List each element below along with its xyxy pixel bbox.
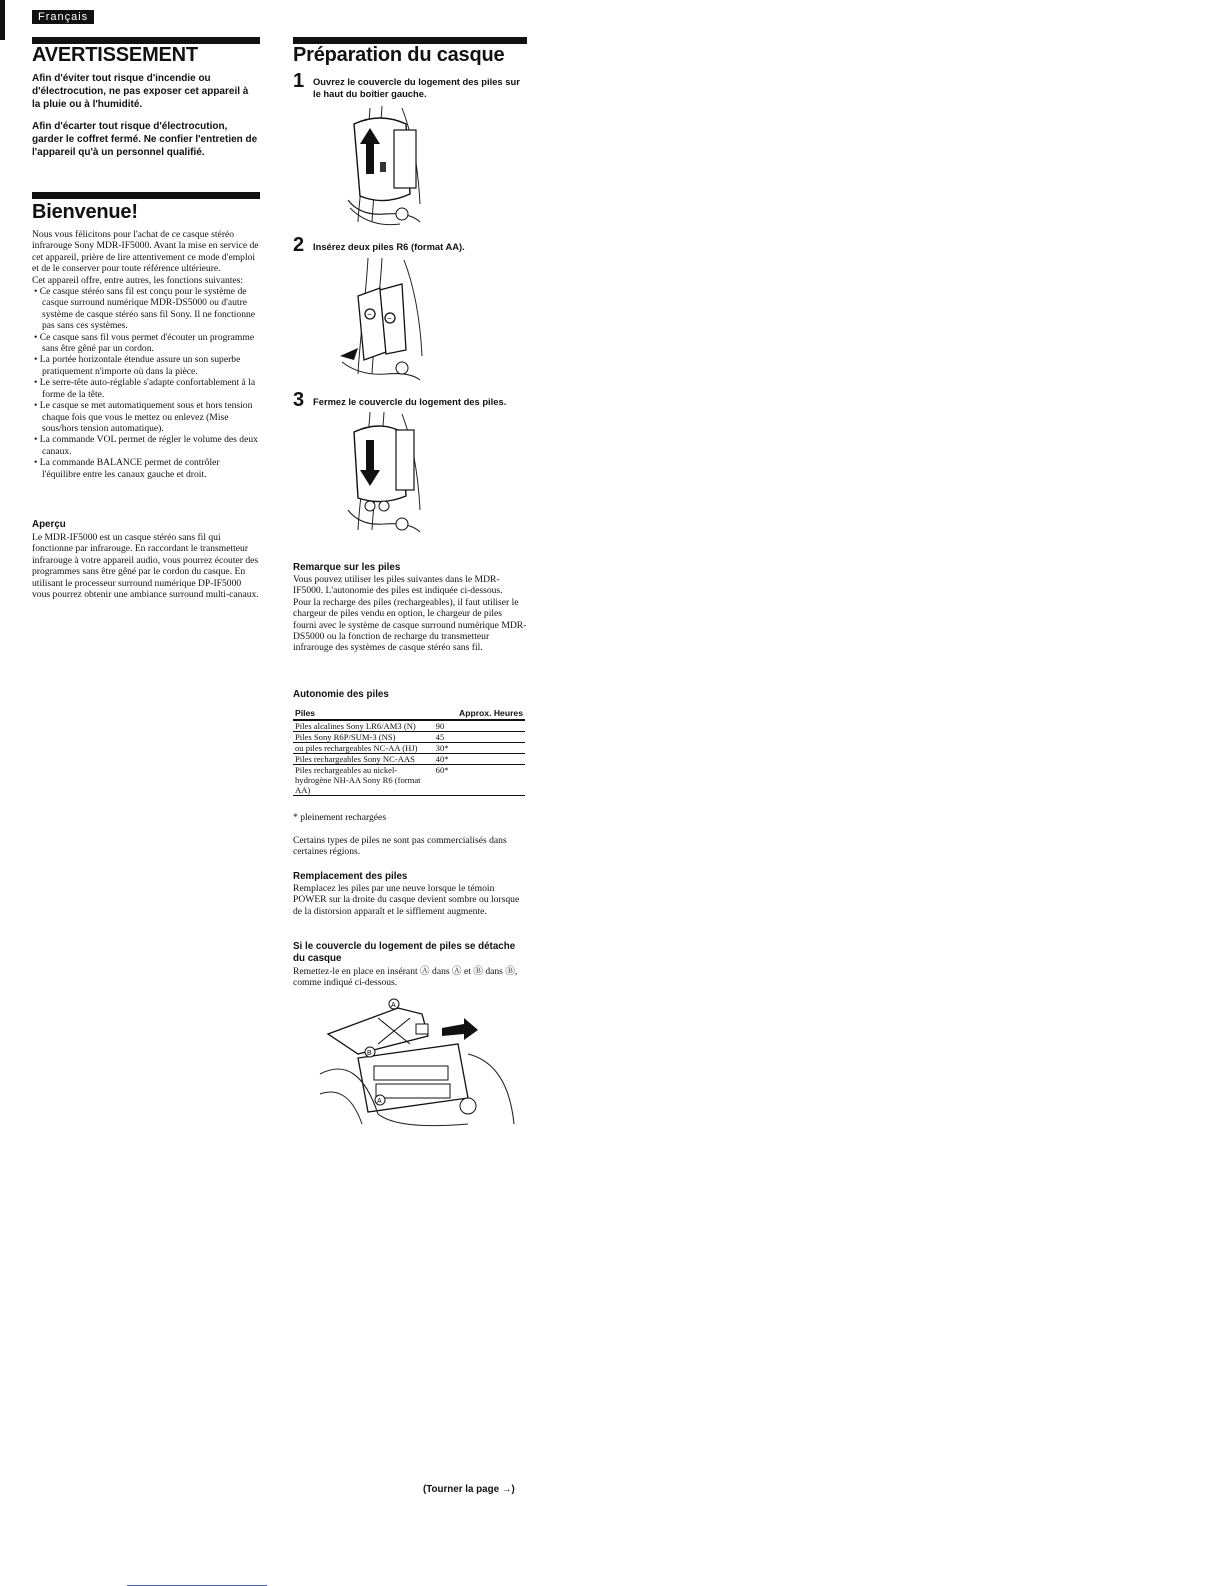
cover-title: Si le couvercle du logement de piles se détache du casque (293, 941, 516, 964)
section-rule (32, 192, 260, 199)
battery-note-title: Remarque sur les piles (293, 562, 401, 573)
list-item: • La commande BALANCE permet de contrôler l'équilibre entre les canaux gauche et droit. (32, 457, 260, 480)
table-row (293, 720, 525, 732)
autonomy-title: Autonomie des piles (293, 689, 389, 700)
warning-text-1: Afin d'éviter tout risque d'incendie ou d'électrocution, ne pas exposer cet appareil à la pluie ou à l'humidité. (32, 73, 249, 110)
hours-cell: 40* (434, 754, 525, 765)
close-cover-illustration (340, 410, 440, 540)
svg-text:−: − (387, 314, 392, 323)
battery-note-text: Vous pouvez utiliser les piles suivantes dans le MDR-IF5000. L'autonomie des piles est indiquée ci-dessous. (293, 574, 503, 597)
warning-text-2: Afin d'écarter tout risque d'électrocution, garder le coffret fermé. Ne confier l'entretien de l'appareil qu'à un personnel qualifié. (32, 121, 258, 158)
overview-text: Le MDR-IF5000 est un casque stéréo sans fil qui fonctionne par infrarouge. En raccordant le transmetteur infrarouge à votre appareil audio, vous pourrez écouter des programmes sans être gêné par le cordon du casque. En utilisant le processeur surround numérique DP-IF5000 vous pourrez obtenir une ambiance surround multi-canaux. (32, 532, 259, 601)
battery-cell: Piles alcalines Sony LR6/AM3 (N) (293, 720, 434, 732)
language-tab: Français (32, 10, 94, 24)
regions-note: Certains types de piles ne sont pas commercialisés dans certaines régions. (293, 835, 507, 858)
page-edge-mark (0, 0, 5, 40)
turn-page-note: (Tourner la page →) (423, 1484, 515, 1495)
features-list (32, 286, 260, 480)
column-header-hours: Approx. Heures (434, 707, 525, 720)
table-row (293, 743, 525, 754)
battery-cell: ou piles rechargeables NC-AA (HJ) (293, 743, 434, 754)
welcome-body (32, 229, 260, 480)
hours-cell: 30* (434, 743, 525, 754)
battery-cell: Piles rechargeables au nickel-hydrogène NH-AA Sony R6 (format AA) (293, 765, 434, 796)
hours-cell: 90 (434, 720, 525, 732)
section-rule (293, 37, 527, 44)
battery-note-body (293, 574, 527, 654)
replacement-text: Remplacez les piles par une neuve lorsque le témoin POWER sur la droite du casque devient sombre ou lorsque de la distorsion apparaît et le sifflement augmente. (293, 883, 520, 917)
step-text: Fermez le couvercle du logement des piles. (313, 396, 507, 407)
column-header-battery: Piles (293, 707, 434, 720)
section-rule (32, 37, 260, 44)
step-text: Ouvrez le couvercle du logement des piles sur le haut du boîtier gauche. (313, 76, 520, 99)
list-item: • La commande VOL permet de régler le volume des deux canaux. (32, 434, 260, 457)
svg-text:B: B (367, 1050, 372, 1057)
features-lead: Cet appareil offre, entre autres, les fonctions suivantes: (32, 274, 244, 286)
warning-title: AVERTISSEMENT (32, 44, 198, 66)
hours-cell: 60* (434, 765, 525, 796)
step-number: 2 (293, 234, 305, 256)
list-item: • Le serre-tête auto-réglable s'adapte confortablement à la forme de la tête. (32, 377, 260, 400)
svg-text:A: A (391, 1002, 396, 1009)
battery-recharge-text: Pour la recharge des piles (rechargeables), il faut utiliser le chargeur de piles vendu en option, le chargeur de piles fourni avec le système de casque surround numérique MDR-DS5000 ou la fonction de recharge du transmetteur infrarouge des systèmes de casque stéréo sans fil. (293, 596, 527, 654)
autonomy-table (293, 707, 525, 796)
open-cover-illustration (340, 104, 440, 232)
step-number: 1 (293, 70, 305, 92)
overview-title: Aperçu (32, 519, 66, 530)
list-item: • Ce casque stéréo sans fil est conçu pour le système de casque surround numérique MDR-DS5000 ou d'autre système de casque stéréo sans fil Sony. Il ne fonctionne pas sans ces systèmes. (32, 286, 260, 332)
cover-reattach-illustration (318, 994, 518, 1134)
preparation-title: Préparation du casque (293, 44, 505, 66)
list-item: • La portée horizontale étendue assure un son superbe pratiquement n'importe où dans la pièce. (32, 354, 260, 377)
cover-text: Remettez-le en place en insérant Ⓐ dans Ⓐ et Ⓑ dans Ⓑ, comme indiqué ci-dessous. (293, 966, 518, 989)
list-item: • Le casque se met automatiquement sous et hors tension chaque fois que vous le mettez ou enlevez (Mise sous/hors tension automatique). (32, 400, 260, 434)
table-row (293, 754, 525, 765)
list-item: • Ce casque sans fil vous permet d'écouter un programme sans être gêné par un cordon. (32, 332, 260, 355)
table-footnote: * pleinement rechargées (293, 812, 387, 823)
table-row (293, 732, 525, 743)
table-row (293, 765, 525, 796)
hours-cell: 45 (434, 732, 525, 743)
step-number: 3 (293, 389, 305, 411)
svg-text:−: − (367, 310, 372, 319)
step-text: Insérez deux piles R6 (format AA). (313, 241, 465, 252)
replacement-title: Remplacement des piles (293, 871, 408, 882)
welcome-title: Bienvenue! (32, 201, 138, 223)
battery-cell: Piles rechargeables Sony NC-AAS (293, 754, 434, 765)
welcome-intro: Nous vous félicitons pour l'achat de ce casque stéréo infrarouge Sony MDR-IF5000. Avant la mise en service de cet appareil, prière de lire attentivement ce mode d'emploi et de le conserver pour toute référence ultérieure. (32, 229, 259, 275)
battery-cell: Piles Sony R6P/SUM-3 (NS) (293, 732, 434, 743)
svg-text:A: A (377, 1098, 382, 1105)
insert-batteries-illustration (336, 256, 440, 384)
